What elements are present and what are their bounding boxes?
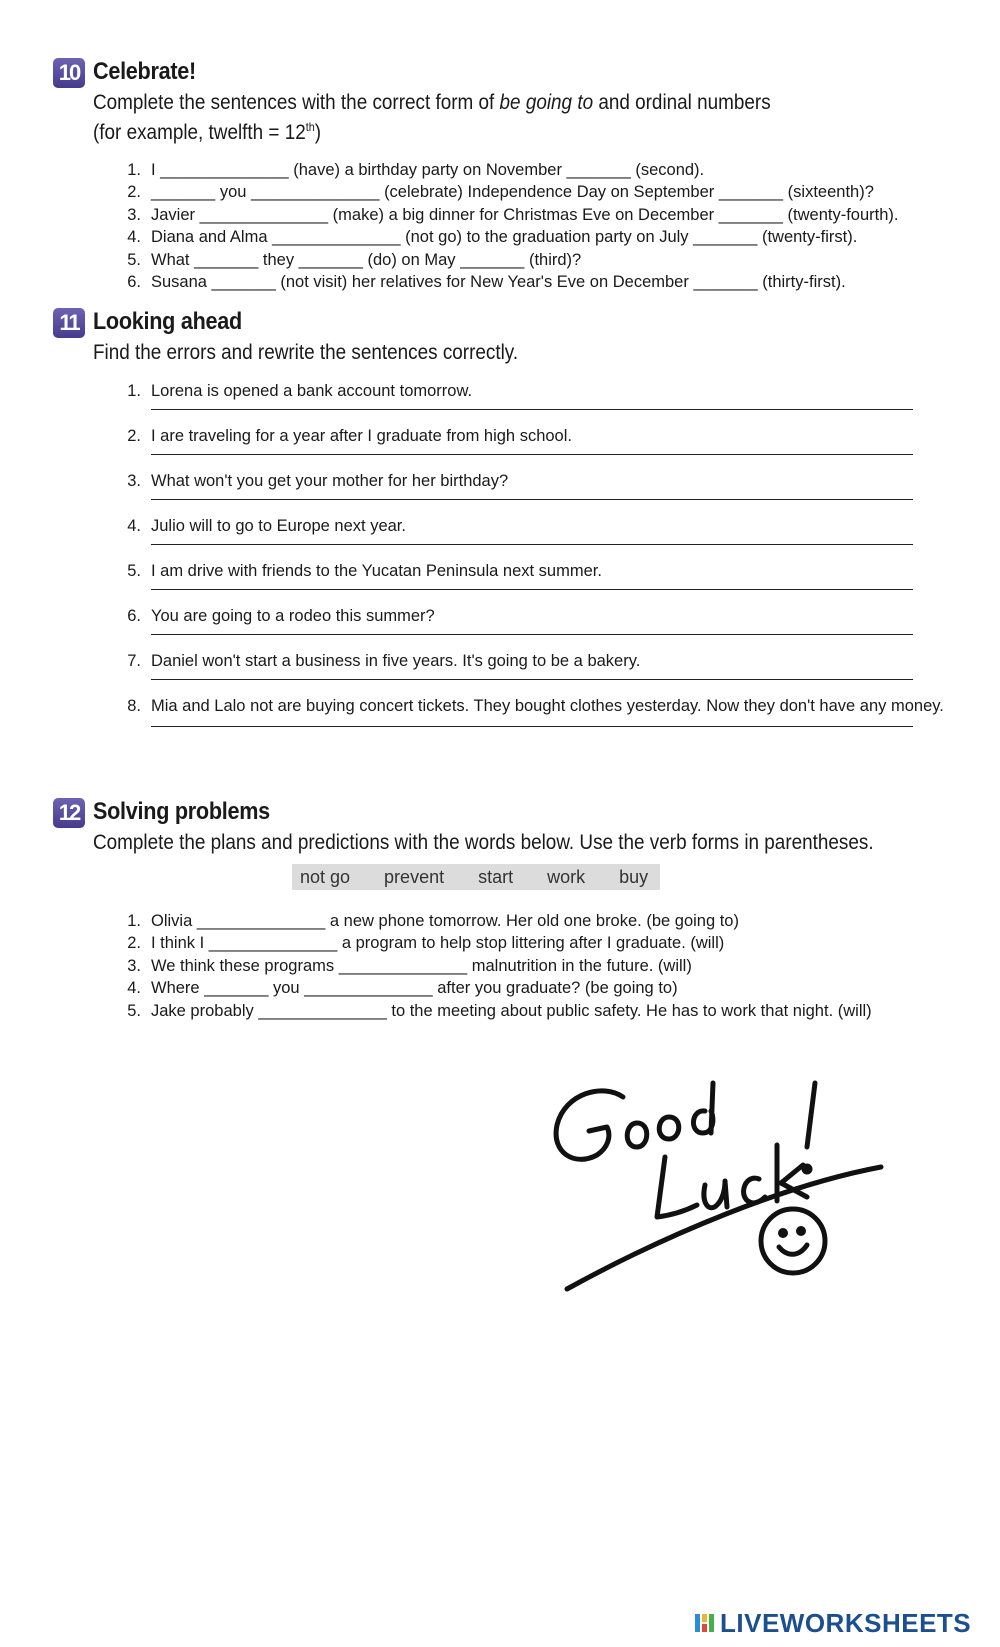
list-item <box>127 910 872 932</box>
item-number: 6. <box>127 607 141 625</box>
item-text[interactable]: I think I ______________ a program to help stop littering after I graduate. (will) <box>151 934 725 953</box>
list-item <box>127 977 872 999</box>
item-text: I am drive with friends to the Yucatan Peninsula next summer. <box>151 562 602 580</box>
item-text: Mia and Lalo not are buying concert tickets. They bought clothes yesterday. Now they don't have any money. <box>151 697 944 715</box>
item-number: 1. <box>127 912 141 930</box>
error-list <box>127 380 966 727</box>
section-title: Celebrate! <box>93 58 196 85</box>
word-bank-item[interactable]: not go <box>300 866 351 887</box>
item-text: What won't you get your mother for her birthday? <box>151 472 509 490</box>
item-text: Julio will to go to Europe next year. <box>151 517 406 535</box>
item-text[interactable]: Diana and Alma ______________ (not go) to the graduation party on July _______ (twenty-first). <box>151 228 858 247</box>
item-number: 1. <box>127 161 141 179</box>
list-item <box>127 1000 872 1022</box>
answer-line[interactable] <box>151 409 913 410</box>
section-number-badge: 12 <box>53 798 85 828</box>
item-number: 5. <box>127 562 141 580</box>
item-text[interactable]: Jake probably ______________ to the meeting about public safety. He has to work that night. (will) <box>151 1001 872 1020</box>
instruction-line-1 <box>93 91 771 115</box>
answer-line[interactable] <box>151 679 913 680</box>
list-item <box>127 425 966 470</box>
instruction-text: ) <box>314 121 322 144</box>
item-number: 4. <box>127 517 141 535</box>
answer-line[interactable] <box>151 589 913 590</box>
item-text[interactable]: Susana _______ (not visit) her relatives for New Year's Eve on December _______ (thirty-first). <box>151 272 846 291</box>
logo-text: LIVEWORKSHEETS <box>720 1607 972 1638</box>
item-number: 8. <box>127 697 141 715</box>
liveworksheets-logo <box>694 1609 971 1637</box>
item-number: 3. <box>127 956 141 975</box>
instruction-text: and ordinal numbers <box>593 91 771 114</box>
section-title: Looking ahead <box>93 308 242 335</box>
instruction-italic: be going to <box>499 91 594 114</box>
list-item <box>127 226 899 248</box>
instruction-text: (for example, twelfth = 12 <box>93 121 306 144</box>
good-luck-handwriting <box>545 1075 925 1315</box>
word-bank-item[interactable]: start <box>478 866 514 887</box>
answer-line[interactable] <box>151 544 913 545</box>
item-text[interactable]: Where _______ you ______________ after you graduate? (be going to) <box>151 979 678 998</box>
item-number: 5. <box>127 1001 141 1020</box>
list-item <box>127 159 899 181</box>
item-text[interactable]: What _______ they _______ (do) on May _______ (third)? <box>151 250 582 269</box>
logo-mark-icon <box>694 1612 716 1634</box>
item-text[interactable]: _______ you ______________ (celebrate) Independence Day on September _______ (sixteenth)? <box>151 183 874 202</box>
word-bank <box>292 864 660 890</box>
answer-line[interactable] <box>151 499 913 500</box>
list-item <box>127 560 966 605</box>
item-number: 3. <box>127 205 141 224</box>
instruction-line-2 <box>93 120 321 145</box>
list-item <box>127 380 966 425</box>
item-text[interactable]: I ______________ (have) a birthday party on November _______ (second). <box>151 161 705 179</box>
word-bank-item[interactable]: work <box>547 866 586 887</box>
instruction-line: Complete the plans and predictions with the words below. Use the verb forms in parentheses. <box>93 831 874 854</box>
word-bank-item[interactable]: buy <box>619 866 649 887</box>
item-number: 6. <box>127 272 141 291</box>
instruction-line: Find the errors and rewrite the sentences correctly. <box>93 341 519 364</box>
list-item <box>127 249 899 271</box>
word-bank-item[interactable]: prevent <box>384 866 445 887</box>
item-number: 7. <box>127 652 141 670</box>
list-item <box>127 955 872 977</box>
item-text: Lorena is opened a bank account tomorrow. <box>151 382 473 400</box>
item-text: Daniel won't start a business in five years. It's going to be a bakery. <box>151 652 641 670</box>
item-text[interactable]: Olivia ______________ a new phone tomorrow. Her old one broke. (be going to) <box>151 912 739 930</box>
item-number: 1. <box>127 382 141 400</box>
item-number: 4. <box>127 228 141 247</box>
item-text: I are traveling for a year after I graduate from high school. <box>151 427 572 445</box>
exercise-list <box>127 159 899 293</box>
answer-line[interactable] <box>151 454 913 455</box>
item-text[interactable]: We think these programs ______________ malnutrition in the future. (will) <box>151 956 692 975</box>
list-item <box>127 470 966 515</box>
item-text: You are going to a rodeo this summer? <box>151 607 435 625</box>
item-number: 3. <box>127 472 141 490</box>
answer-line[interactable] <box>151 726 913 727</box>
item-number: 5. <box>127 250 141 269</box>
item-text[interactable]: Javier ______________ (make) a big dinner for Christmas Eve on December _______ (twenty-fourth). <box>151 205 899 224</box>
list-item <box>127 204 899 226</box>
item-number: 2. <box>127 934 141 953</box>
superscript: th <box>305 120 315 134</box>
list-item <box>127 515 966 560</box>
section-number-badge: 11 <box>53 308 85 338</box>
instruction-text: Complete the sentences with the correct form of <box>93 91 500 114</box>
list-item <box>127 605 966 650</box>
item-number: 2. <box>127 427 141 445</box>
item-number: 2. <box>127 183 141 202</box>
list-item <box>127 181 899 203</box>
section-title: Solving problems <box>93 798 270 825</box>
list-item <box>127 695 966 727</box>
section-number-badge: 10 <box>53 58 85 88</box>
list-item <box>127 271 899 293</box>
list-item <box>127 932 872 954</box>
item-number: 4. <box>127 979 141 998</box>
list-item <box>127 650 966 695</box>
answer-line[interactable] <box>151 634 913 635</box>
exercise-list <box>127 910 872 1022</box>
